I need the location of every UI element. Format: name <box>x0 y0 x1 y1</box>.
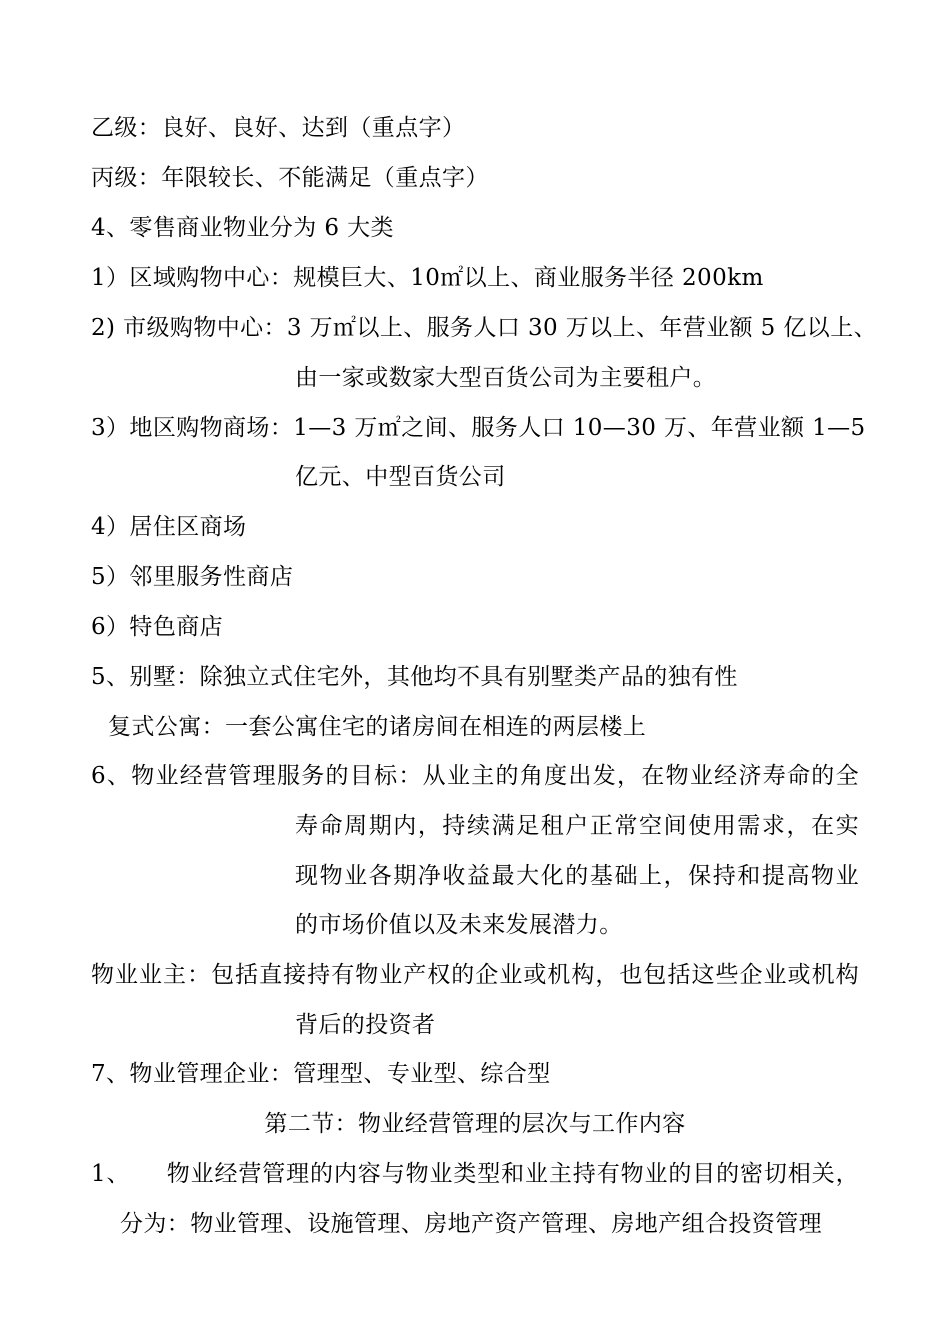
list-item-district-mall-cont: 亿元、中型百货公司 <box>295 464 506 490</box>
list-item-residential-mall: 4）居住区商场 <box>91 514 247 540</box>
heading-management-goal: 6、物业经营管理服务的目标：从业主的角度出发，在物业经济寿命的全 <box>91 763 859 789</box>
text-line-goal-cont-3: 的市场价值以及未来发展潜力。 <box>295 912 623 938</box>
list-item-city-mall-cont: 由一家或数家大型百货公司为主要租户。 <box>295 365 717 391</box>
list-item-district-mall: 3）地区购物商场：1—3 万㎡之间、服务人口 10—30 万、年营业额 1—5 <box>91 415 866 441</box>
text-line-content-levels-cont: 分为：物业管理、设施管理、房地产资产管理、房地产组合投资管理 <box>120 1211 822 1237</box>
text-line-goal-cont-2: 现物业各期净收益最大化的基础上，保持和提高物业 <box>295 863 859 889</box>
heading-villa: 5、别墅：除独立式住宅外，其他均不具有别墅类产品的独有性 <box>91 664 738 690</box>
heading-management-company: 7、物业管理企业：管理型、专业型、综合型 <box>91 1061 551 1087</box>
text-line-grade-b: 乙级：良好、良好、达到（重点字） <box>91 115 466 141</box>
text-line-owner-cont: 背后的投资者 <box>295 1012 436 1038</box>
text-line-goal-cont-1: 寿命周期内，持续满足租户正常空间使用需求，在实 <box>295 813 859 839</box>
list-item-neighborhood-store: 5）邻里服务性商店 <box>91 564 294 590</box>
text-line-duplex: 复式公寓：一套公寓住宅的诸房间在相连的两层楼上 <box>108 714 647 740</box>
text-line-content-levels: 1、 物业经营管理的内容与物业类型和业主持有物业的目的密切相关， <box>91 1161 859 1187</box>
list-item-specialty-store: 6）特色商店 <box>91 614 224 640</box>
list-item-regional-mall: 1）区域购物中心：规模巨大、10㎡以上、商业服务半径 200km <box>91 265 764 291</box>
section-title: 第二节：物业经营管理的层次与工作内容 <box>264 1111 686 1137</box>
text-line-grade-c: 丙级：年限较长、不能满足（重点字） <box>91 165 489 191</box>
list-item-city-mall: 2) 市级购物中心：3 万㎡以上、服务人口 30 万以上、年营业额 5 亿以上、 <box>91 315 878 341</box>
text-line-owner: 物业业主：包括直接持有物业产权的企业或机构，也包括这些企业或机构 <box>91 962 859 988</box>
heading-retail-categories: 4、零售商业物业分为 6 大类 <box>91 215 394 241</box>
